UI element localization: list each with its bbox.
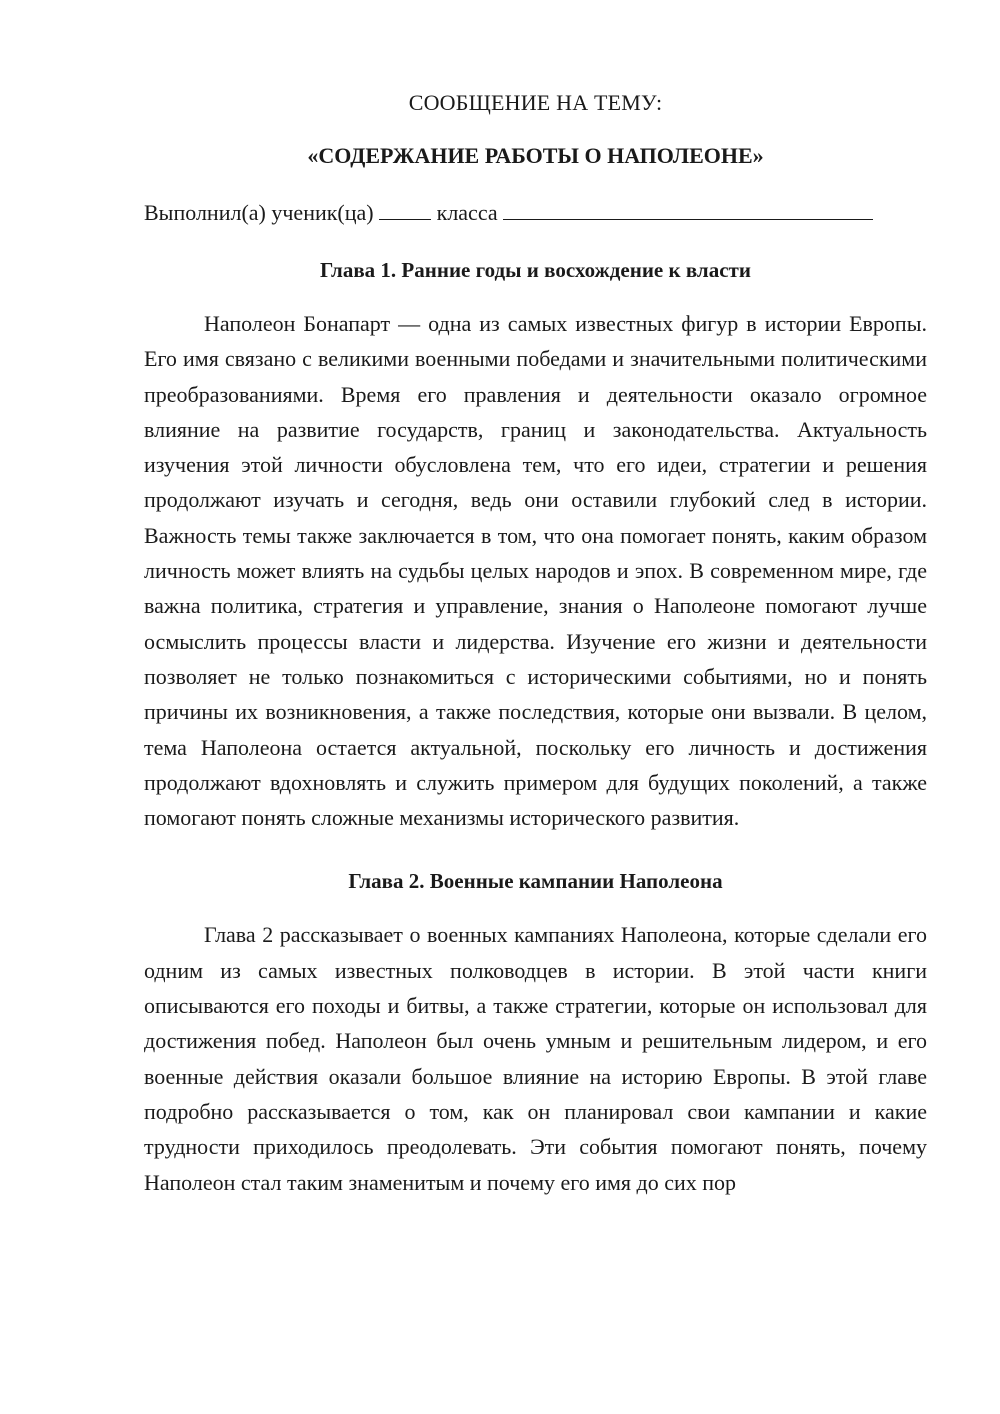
document-page <box>144 88 927 1200</box>
chapter-2-paragraph: Глава 2 рассказывает о военных кампаниях Наполеона, которые сделали его одним из самых известных полководцев в истории. В этой части книги описываются его походы и битвы, а также стратегии, которые он использовал для достижения побед. Наполеон был очень умным и решительным лидером, и его военные действия оказали большое влияние на историю Европы. В этой главе подробно рассказывается о том, как он планировал свои кампании и какие трудности приходилось преодолевать. Эти события помогают понять, почему Наполеон стал таким знаменитым и почему его имя до сих пор <box>144 922 927 1195</box>
author-line <box>144 198 927 228</box>
document-title-line2: «СОДЕРЖАНИЕ РАБОТЫ О НАПОЛЕОНЕ» <box>307 143 764 168</box>
chapter-1-paragraph: Наполеон Бонапарт — одна из самых известных фигур в истории Европы. Его имя связано с великими военными победами и значительными политическими преобразованиями. Время его правления и деятельности оказало огромное влияние на развитие государств, границ и законодательства. Актуальность изучения этой личности обусловлена тем, что его идеи, стратегии и решения продолжают изучать и сегодня, ведь они оставили глубокий след в истории. Важность темы также заключается в том, что она помогает понять, каким образом личность может влиять на судьбы целых народов и эпох. В современном мире, где важна политика, стратегия и управление, знания о Наполеоне помогают лучше осмыслить процессы власти и лидерства. Изучение его жизни и деятельности позволяет не только познакомиться с историческими событиями, но и понять причины их возникновения, а также последствия, которые они вызвали. В целом, тема Наполеона остается актуальной, поскольку его личность и достижения продолжают вдохновлять и служить примером для будущих поколений, а также помогают понять сложные механизмы исторического развития. <box>144 311 927 831</box>
author-middle: класса <box>436 200 498 225</box>
author-prefix: Выполнил(а) ученик(ца) <box>144 200 374 225</box>
chapter-2-heading: Глава 2. Военные кампании Наполеона <box>348 869 723 894</box>
grade-blank <box>379 198 431 220</box>
document-title-line1: СООБЩЕНИЕ НА ТЕМУ: <box>408 90 663 115</box>
chapter-1-heading: Глава 1. Ранние годы и восхождение к власти <box>320 258 751 282</box>
name-blank <box>503 198 873 220</box>
